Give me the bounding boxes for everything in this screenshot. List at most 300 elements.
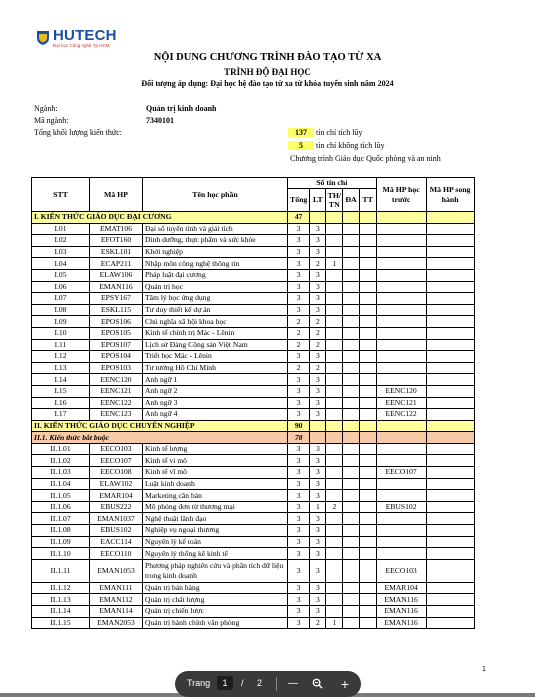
cell-thtn	[326, 362, 343, 374]
cell-stt: II.1.12	[32, 582, 90, 594]
cell-stt: I.06	[32, 281, 90, 293]
cell-name: Tâm lý học ứng dụng	[143, 293, 288, 305]
code-label: Mã ngành:	[34, 116, 69, 125]
cell-tt	[359, 513, 376, 525]
cell-coreq	[426, 293, 474, 305]
cell-name: Kinh tế vi mô	[143, 455, 288, 467]
cell-tt	[359, 455, 376, 467]
cell-total: 3	[288, 467, 310, 479]
cell-prereq: EBUS102	[376, 501, 426, 513]
header-coreq: Mã HP song hành	[426, 178, 474, 212]
cell-total: 3	[288, 513, 310, 525]
cell-tt	[359, 258, 376, 270]
empty-cell	[343, 212, 359, 224]
cell-code: EENC123	[90, 409, 143, 421]
cell-stt: II.1.03	[32, 467, 90, 479]
cell-stt: I.01	[32, 223, 90, 235]
cell-tt	[359, 467, 376, 479]
cell-stt: II.1.11	[32, 559, 90, 582]
section-label: I. KIẾN THỨC GIÁO DỤC ĐẠI CƯƠNG	[32, 212, 288, 224]
cell-coreq	[426, 443, 474, 455]
cell-coreq	[426, 351, 474, 363]
cell-coreq	[426, 223, 474, 235]
table-row	[32, 327, 475, 339]
cell-thtn	[326, 385, 343, 397]
cell-da	[343, 351, 359, 363]
table-row	[32, 525, 475, 537]
cell-prereq: EENC122	[376, 409, 426, 421]
table-row	[32, 281, 475, 293]
cell-total: 3	[288, 559, 310, 582]
pdf-page-toolbar	[175, 671, 361, 697]
cell-da	[343, 455, 359, 467]
cell-coreq	[426, 235, 474, 247]
cell-lt: 3	[310, 594, 326, 606]
cell-code: EENC122	[90, 397, 143, 409]
cell-da	[343, 397, 359, 409]
cell-thtn	[326, 443, 343, 455]
cell-name: Quản trị bán hàng	[143, 582, 288, 594]
cell-total: 3	[288, 385, 310, 397]
cell-stt: II.1.10	[32, 548, 90, 560]
cell-code: ECAP211	[90, 258, 143, 270]
cell-thtn	[326, 478, 343, 490]
cell-code: EECO108	[90, 467, 143, 479]
cell-stt: II.1.07	[32, 513, 90, 525]
empty-cell	[326, 212, 343, 224]
cell-thtn	[326, 269, 343, 281]
cell-name: Luật kinh doanh	[143, 478, 288, 490]
cell-da	[343, 374, 359, 386]
cell-lt: 3	[310, 490, 326, 502]
cell-name: Quản trị hành chính văn phòng	[143, 617, 288, 629]
cell-thtn	[326, 455, 343, 467]
cell-prereq	[376, 269, 426, 281]
cell-prereq: EMAN116	[376, 617, 426, 629]
cell-name: Quản trị chất lượng	[143, 594, 288, 606]
cell-code: EMAN2053	[90, 617, 143, 629]
empty-cell	[376, 420, 426, 432]
zoom-button[interactable]	[307, 674, 327, 694]
table-row	[32, 246, 475, 258]
cell-code: EECO103	[90, 443, 143, 455]
cell-thtn	[326, 293, 343, 305]
cell-code: EMAN114	[90, 606, 143, 618]
table-row	[32, 269, 475, 281]
empty-cell	[326, 420, 343, 432]
page-label: Trang	[187, 678, 211, 688]
cell-prereq: EMAR104	[376, 582, 426, 594]
table-row	[32, 420, 475, 432]
cell-lt: 3	[310, 281, 326, 293]
cell-thtn	[326, 559, 343, 582]
cell-stt: I.12	[32, 351, 90, 363]
cell-tt	[359, 374, 376, 386]
cell-lt: 3	[310, 374, 326, 386]
cell-name: Dinh dưỡng, thực phẩm và sức khỏe	[143, 235, 288, 247]
table-row	[32, 467, 475, 479]
cell-lt: 2	[310, 316, 326, 328]
table-row	[32, 536, 475, 548]
cell-coreq	[426, 536, 474, 548]
cell-prereq: EMAN116	[376, 606, 426, 618]
cell-total: 3	[288, 223, 310, 235]
cell-coreq	[426, 559, 474, 582]
cell-name: Đại số tuyến tính và giải tích	[143, 223, 288, 235]
cell-thtn	[326, 409, 343, 421]
cell-tt	[359, 362, 376, 374]
cell-lt: 3	[310, 397, 326, 409]
cell-tt	[359, 397, 376, 409]
cell-thtn	[326, 467, 343, 479]
credits-counted-value: 137	[288, 128, 314, 137]
table-row	[32, 559, 475, 582]
empty-cell	[426, 432, 474, 444]
current-page-input[interactable]: 1	[217, 676, 233, 690]
header-thtn: TH/ TN	[326, 189, 343, 212]
cell-stt: I.16	[32, 397, 90, 409]
document-title: NỘI DUNG CHƯƠNG TRÌNH ĐÀO TẠO TỪ XA	[153, 52, 382, 63]
cell-thtn	[326, 490, 343, 502]
section-total: 47	[288, 212, 310, 224]
cell-thtn	[326, 513, 343, 525]
cell-name: Kinh tế lượng	[143, 443, 288, 455]
cell-thtn	[326, 327, 343, 339]
cell-code: EMAN1053	[90, 559, 143, 582]
cell-prereq: EMAN116	[376, 594, 426, 606]
cell-lt: 2	[310, 258, 326, 270]
cell-name: Anh ngữ 2	[143, 385, 288, 397]
cell-total: 3	[288, 304, 310, 316]
cell-tt	[359, 443, 376, 455]
cell-da	[343, 559, 359, 582]
cell-name: Pháp luật đại cương	[143, 269, 288, 281]
table-row	[32, 455, 475, 467]
cell-prereq	[376, 548, 426, 560]
cell-coreq	[426, 455, 474, 467]
cell-name: Nghệ thuật lãnh đạo	[143, 513, 288, 525]
cell-code: EACC114	[90, 536, 143, 548]
cell-da	[343, 316, 359, 328]
cell-name: Triết học Mác - Lênin	[143, 351, 288, 363]
cell-name: Lịch sử Đảng Cộng sản Việt Nam	[143, 339, 288, 351]
cell-da	[343, 327, 359, 339]
curriculum-body	[32, 212, 475, 629]
cell-code: EBUS102	[90, 525, 143, 537]
document-audience: Đối tượng áp dụng: Đại học hệ đào tạo từ xa từ khóa tuyển sinh năm 2024	[141, 79, 394, 88]
table-row	[32, 223, 475, 235]
table-row	[32, 478, 475, 490]
cell-tt	[359, 536, 376, 548]
credits-uncounted-row	[288, 141, 384, 150]
cell-total: 3	[288, 478, 310, 490]
table-row	[32, 374, 475, 386]
cell-coreq	[426, 582, 474, 594]
cell-name: Nhập môn công nghệ thông tin	[143, 258, 288, 270]
section-total: 78	[288, 432, 310, 444]
cell-thtn	[326, 304, 343, 316]
credits-uncounted-value: 5	[288, 141, 314, 150]
cell-da	[343, 582, 359, 594]
cell-tt	[359, 582, 376, 594]
toolbar-divider	[276, 677, 277, 691]
cell-total: 3	[288, 246, 310, 258]
table-row	[32, 212, 475, 224]
table-row	[32, 443, 475, 455]
zoom-out-button[interactable]: —	[288, 678, 298, 689]
cell-lt: 3	[310, 235, 326, 247]
subsection-label: II.1. Kiến thức bắt buộc	[32, 432, 288, 444]
cell-stt: I.15	[32, 385, 90, 397]
cell-tt	[359, 235, 376, 247]
cell-stt: I.04	[32, 258, 90, 270]
cell-lt: 3	[310, 293, 326, 305]
cell-code: EMAT106	[90, 223, 143, 235]
empty-cell	[359, 420, 376, 432]
cell-thtn	[326, 374, 343, 386]
cell-tt	[359, 351, 376, 363]
cell-thtn	[326, 339, 343, 351]
cell-tt	[359, 617, 376, 629]
cell-stt: II.1.01	[32, 443, 90, 455]
cell-tt	[359, 548, 376, 560]
cell-tt	[359, 525, 376, 537]
cell-lt: 2	[310, 339, 326, 351]
empty-cell	[343, 420, 359, 432]
cell-stt: II.1.06	[32, 501, 90, 513]
cell-name: Kinh tế chính trị Mác - Lênin	[143, 327, 288, 339]
cell-stt: II.1.04	[32, 478, 90, 490]
document-subtitle: TRÌNH ĐỘ ĐẠI HỌC	[224, 67, 311, 77]
cell-total: 2	[288, 362, 310, 374]
cell-lt: 3	[310, 304, 326, 316]
cell-coreq	[426, 327, 474, 339]
defense-text: Chương trình Giáo dục Quốc phòng và an ninh	[290, 154, 441, 163]
cell-thtn	[326, 594, 343, 606]
magnifier-icon	[312, 678, 323, 689]
cell-thtn: 2	[326, 501, 343, 513]
cell-code: EPOS107	[90, 339, 143, 351]
cell-da	[343, 409, 359, 421]
cell-code: EENC120	[90, 374, 143, 386]
cell-stt: I.09	[32, 316, 90, 328]
cell-thtn	[326, 235, 343, 247]
cell-name: Quản trị chiến lược	[143, 606, 288, 618]
total-pages: 2	[257, 678, 263, 688]
cell-name: Anh ngữ 1	[143, 374, 288, 386]
cell-stt: I.17	[32, 409, 90, 421]
header-total: Tổng	[288, 189, 310, 212]
empty-cell	[426, 212, 474, 224]
cell-prereq	[376, 536, 426, 548]
cell-code: EENC121	[90, 385, 143, 397]
cell-code: ESKL115	[90, 304, 143, 316]
cell-tt	[359, 501, 376, 513]
table-row	[32, 432, 475, 444]
cell-coreq	[426, 467, 474, 479]
page-number: 1	[482, 666, 486, 673]
empty-cell	[359, 432, 376, 444]
cell-coreq	[426, 339, 474, 351]
table-row	[32, 304, 475, 316]
cell-total: 3	[288, 351, 310, 363]
table-row	[32, 339, 475, 351]
cell-prereq: EECO107	[376, 467, 426, 479]
cell-da	[343, 385, 359, 397]
cell-lt: 3	[310, 455, 326, 467]
cell-coreq	[426, 316, 474, 328]
header-tt: TT	[359, 189, 376, 212]
cell-name: Marketing căn bản	[143, 490, 288, 502]
cell-coreq	[426, 548, 474, 560]
credits-uncounted-text: tín chỉ không tích lũy	[316, 141, 385, 150]
cell-total: 3	[288, 536, 310, 548]
cell-coreq	[426, 409, 474, 421]
empty-cell	[310, 420, 326, 432]
cell-stt: II.1.05	[32, 490, 90, 502]
cell-code: EBUS222	[90, 501, 143, 513]
cell-thtn	[326, 316, 343, 328]
cell-thtn	[326, 525, 343, 537]
table-row	[32, 351, 475, 363]
cell-prereq	[376, 281, 426, 293]
cell-coreq	[426, 490, 474, 502]
cell-code: EPOS105	[90, 327, 143, 339]
cell-coreq	[426, 281, 474, 293]
cell-prereq: EECO103	[376, 559, 426, 582]
cell-stt: II.1.02	[32, 455, 90, 467]
cell-tt	[359, 339, 376, 351]
header-code: Mã HP	[90, 178, 143, 212]
cell-tt	[359, 269, 376, 281]
cell-da	[343, 293, 359, 305]
cell-coreq	[426, 258, 474, 270]
table-row	[32, 617, 475, 629]
cell-coreq	[426, 617, 474, 629]
cell-prereq: EENC120	[376, 385, 426, 397]
cell-code: EPOS104	[90, 351, 143, 363]
page-separator: /	[241, 678, 244, 688]
cell-stt: I.11	[32, 339, 90, 351]
cell-total: 3	[288, 258, 310, 270]
cell-lt: 3	[310, 223, 326, 235]
header-lt: LT	[310, 189, 326, 212]
cell-prereq	[376, 293, 426, 305]
cell-tt	[359, 293, 376, 305]
cell-prereq	[376, 525, 426, 537]
cell-coreq	[426, 501, 474, 513]
cell-prereq	[376, 478, 426, 490]
cell-da	[343, 281, 359, 293]
cell-lt: 3	[310, 478, 326, 490]
zoom-in-button[interactable]: +	[340, 676, 350, 692]
cell-coreq	[426, 525, 474, 537]
cell-stt: II.1.13	[32, 594, 90, 606]
cell-code: EECO110	[90, 548, 143, 560]
cell-da	[343, 269, 359, 281]
table-row	[32, 293, 475, 305]
header-prereq: Mã HP học trước	[376, 178, 426, 212]
cell-code: EPSY167	[90, 293, 143, 305]
cell-coreq	[426, 478, 474, 490]
cell-da	[343, 548, 359, 560]
cell-da	[343, 594, 359, 606]
cell-prereq	[376, 316, 426, 328]
cell-da	[343, 490, 359, 502]
cell-total: 3	[288, 455, 310, 467]
cell-name: Anh ngữ 3	[143, 397, 288, 409]
cell-tt	[359, 490, 376, 502]
cell-prereq	[376, 327, 426, 339]
cell-lt: 2	[310, 327, 326, 339]
table-row	[32, 594, 475, 606]
credits-label: Tổng khối lượng kiến thức:	[34, 128, 123, 137]
cell-da	[343, 513, 359, 525]
cell-name: Khởi nghiệp	[143, 246, 288, 258]
cell-code: EFOT160	[90, 235, 143, 247]
table-row	[32, 409, 475, 421]
cell-da	[343, 478, 359, 490]
cell-lt: 3	[310, 467, 326, 479]
cell-name: Mô phỏng đơn từ thương mại	[143, 501, 288, 513]
cell-da	[343, 304, 359, 316]
cell-tt	[359, 304, 376, 316]
cell-lt: 2	[310, 617, 326, 629]
cell-da	[343, 362, 359, 374]
cell-name: Quản trị học	[143, 281, 288, 293]
cell-total: 3	[288, 501, 310, 513]
table-row	[32, 490, 475, 502]
cell-tt	[359, 594, 376, 606]
cell-tt	[359, 246, 376, 258]
cell-name: Phương pháp nghiên cứu và phân tích dữ liệu trong kinh doanh	[143, 559, 288, 582]
cell-stt: II.1.14	[32, 606, 90, 618]
table-row	[32, 548, 475, 560]
cell-tt	[359, 316, 376, 328]
cell-da	[343, 536, 359, 548]
cell-name: Kinh tế vĩ mô	[143, 467, 288, 479]
cell-prereq	[376, 513, 426, 525]
cell-name: Nguyên lý kế toán	[143, 536, 288, 548]
cell-coreq	[426, 362, 474, 374]
cell-code: EPOS103	[90, 362, 143, 374]
cell-stt: II.1.08	[32, 525, 90, 537]
table-row	[32, 258, 475, 270]
empty-cell	[310, 432, 326, 444]
cell-da	[343, 339, 359, 351]
cell-code: EMAN112	[90, 594, 143, 606]
cell-prereq	[376, 374, 426, 386]
cell-thtn	[326, 536, 343, 548]
logo-name: HUTECH	[53, 27, 117, 44]
cell-stt: II.1.15	[32, 617, 90, 629]
cell-total: 3	[288, 281, 310, 293]
cell-lt: 2	[310, 362, 326, 374]
cell-total: 3	[288, 490, 310, 502]
cell-total: 3	[288, 594, 310, 606]
header-credits: Số tín chỉ	[288, 178, 377, 189]
cell-code: ELAW102	[90, 478, 143, 490]
cell-total: 3	[288, 548, 310, 560]
header-stt: STT	[32, 178, 90, 212]
cell-code: EMAR104	[90, 490, 143, 502]
cell-name: Nguyên lý thống kê kinh tế	[143, 548, 288, 560]
cell-total: 3	[288, 235, 310, 247]
cell-tt	[359, 223, 376, 235]
cell-stt: I.13	[32, 362, 90, 374]
cell-thtn	[326, 351, 343, 363]
cell-name: Tư tưởng Hồ Chí Minh	[143, 362, 288, 374]
